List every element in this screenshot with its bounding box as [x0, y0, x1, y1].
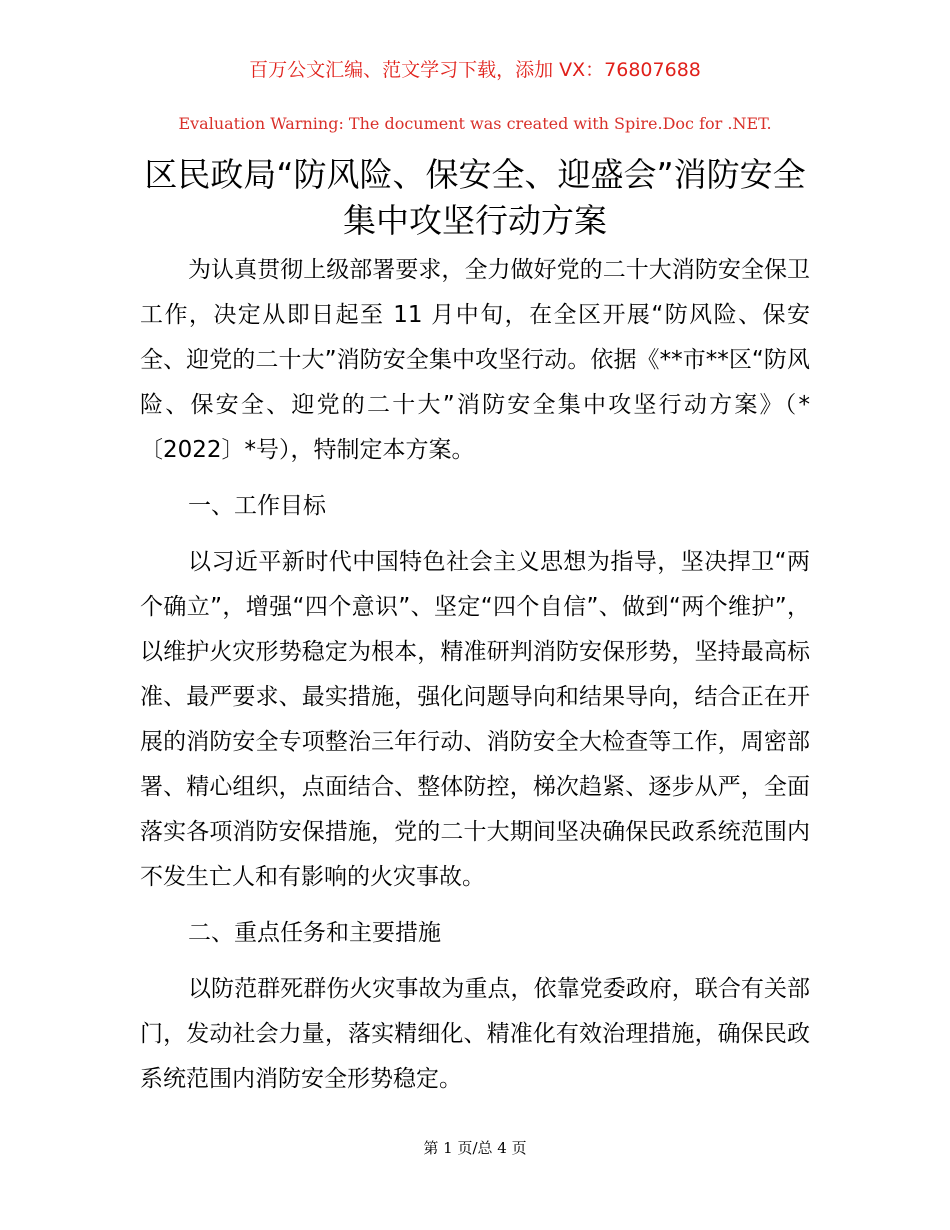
document-title: 区民政局“防风险、保安全、迎盛会”消防安全集中攻坚行动方案: [144, 155, 806, 240]
document-body: [140, 248, 810, 1113]
section-heading-goals: 一、工作目标: [188, 493, 326, 519]
promo-banner: 百万公文汇编、范文学习下载，添加 VX：76807688: [249, 59, 701, 81]
section-heading-tasks: 二、重点任务和主要措施: [188, 920, 441, 946]
goals-paragraph: 以习近平新时代中国特色社会主义思想为指导，坚决捍卫“两个确立”，增强“四个意识”、坚定“四个自信”、做到“两个维护”，以维护火灾形势稳定为根本，精准研判消防安保形势，坚持最高标准、最严要求、最实措施，强化问题导向和结果导向，结合正在开展的消防安全专项整治三年行动、消防安全大检查等工作，周密部署、精心组织，点面结合、整体防控，梯次趋紧、逐步从严，全面落实各项消防安保措施，党的二十大期间坚决确保民政系统范围内不发生亡人和有影响的火灾事故。: [140, 549, 810, 890]
tasks-paragraph: 以防范群死群伤火灾事故为重点，依靠党委政府，联合有关部门，发动社会力量，落实精细化、精准化有效治理措施，确保民政系统范围内消防安全形势稳定。: [140, 976, 810, 1092]
page-indicator: 第 1 页/总 4 页: [423, 1139, 527, 1157]
evaluation-warning: Evaluation Warning: The document was created with Spire.Doc for .NET.: [178, 114, 772, 133]
intro-paragraph: 为认真贯彻上级部署要求，全力做好党的二十大消防安全保卫工作，决定从即日起至 11 月中旬，在全区开展“防风险、保安全、迎党的二十大”消防安全集中攻坚行动。依据《**市**区“防风险、保安全、迎党的二十大”消防安全集中攻坚行动方案》（*〔2022〕*号），特制定本方案。: [140, 257, 810, 463]
